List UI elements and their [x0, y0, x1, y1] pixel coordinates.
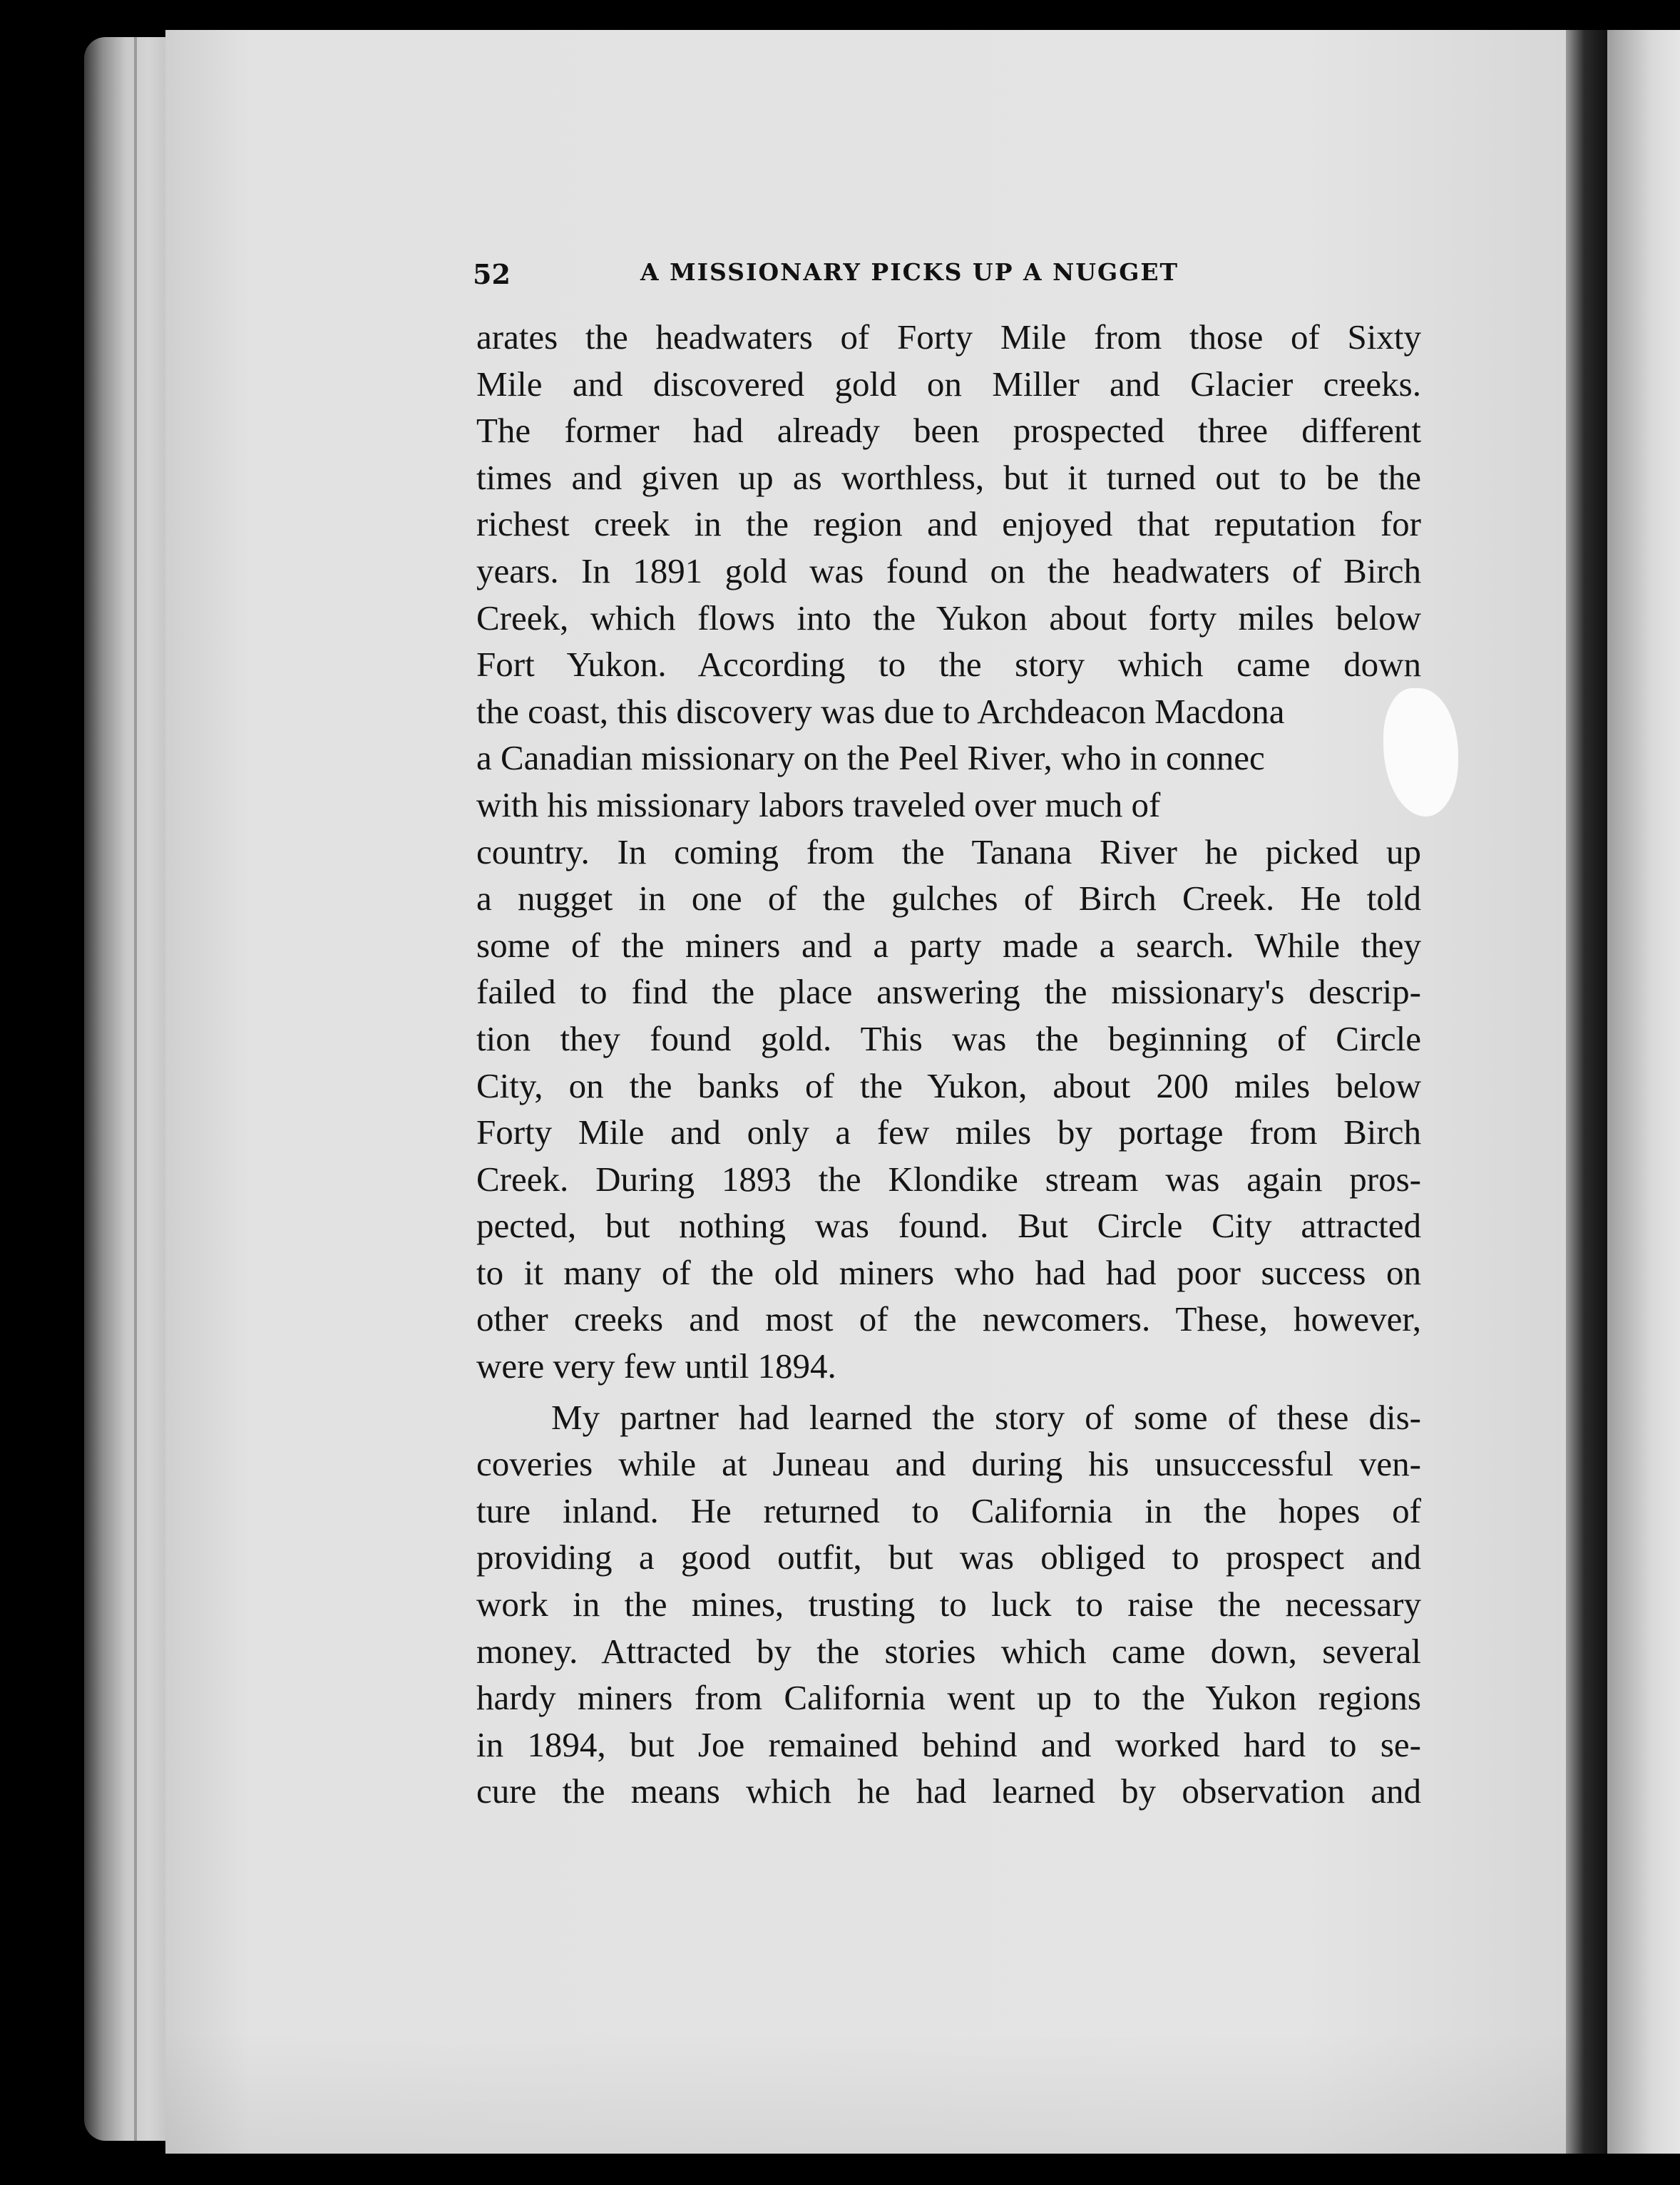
text-line: Creek. During 1893 the Klondike stream was again pros- — [476, 1159, 1421, 1199]
paragraph — [476, 1394, 1421, 1815]
text-line: money. Attracted by the stories which came down, several — [476, 1631, 1421, 1671]
text-line: tion they found gold. This was the beginning of Circle — [476, 1018, 1421, 1058]
text-line: pected, but nothing was found. But Circle City attracted — [476, 1206, 1421, 1246]
text-line: Creek, which flows into the Yukon about forty miles below — [476, 598, 1421, 638]
text-line: times and given up as worthless, but it turned out to be the — [476, 457, 1421, 497]
text-line: to it many of the old miners who had had poor success on — [476, 1252, 1421, 1292]
text-line: in 1894, but Joe remained behind and worked hard to se- — [476, 1724, 1421, 1764]
text-line: some of the miners and a party made a search. While they — [476, 925, 1421, 965]
page-bottom-shadow — [165, 2032, 1584, 2154]
text-line: Fort Yukon. According to the story which came down — [476, 645, 1421, 685]
text-line: hardy miners from California went up to the Yukon regions — [476, 1678, 1421, 1718]
text-line: with his missionary labors traveled over much of — [476, 784, 1161, 824]
text-line: work in the mines, trusting to luck to raise the necessary — [476, 1585, 1421, 1624]
running-head-title: A MISSIONARY PICKS UP A NUGGET — [640, 258, 1179, 286]
text-line: Forty Mile and only a few miles by portage from Birch — [476, 1112, 1421, 1152]
body-text — [476, 314, 1421, 1815]
text-line: were very few until 1894. — [476, 1346, 836, 1386]
text-line: coveries while at Juneau and during his unsuccessful ven- — [476, 1444, 1421, 1484]
text-line: cure the means which he had learned by observation and — [476, 1771, 1421, 1811]
page-number: 52 — [473, 258, 511, 290]
gutter-shadow — [1566, 30, 1607, 2154]
text-line: a Canadian missionary on the Peel River, who in connec — [476, 738, 1265, 778]
text-line: City, on the banks of the Yukon, about 200 miles below — [476, 1065, 1421, 1105]
text-line: richest creek in the region and enjoyed that reputation for — [476, 504, 1421, 544]
text-line: Mile and discovered gold on Miller and Glacier creeks. — [476, 364, 1421, 404]
text-line: country. In coming from the Tanana River he picked up — [476, 831, 1421, 871]
text-line: a nugget in one of the gulches of Birch Creek. He told — [476, 879, 1421, 918]
paragraph — [476, 314, 1421, 1390]
text-line: failed to find the place answering the missionary's descrip- — [476, 972, 1421, 1012]
text-line: The former had already been prospected three different — [476, 411, 1421, 451]
text-line: arates the headwaters of Forty Mile from those of Sixty — [476, 317, 1421, 357]
text-line: My partner had learned the story of some of these dis- — [551, 1397, 1421, 1437]
text-line: other creeks and most of the newcomers. These, however, — [476, 1299, 1421, 1339]
text-line: providing a good outfit, but was obliged to prospect and — [476, 1537, 1421, 1577]
book-spine-edge — [84, 37, 177, 2141]
facing-page-edge — [1607, 30, 1680, 2154]
text-line: the coast, this discovery was due to Archdeacon Macdona — [476, 691, 1285, 731]
text-line: years. In 1891 gold was found on the headwaters of Birch — [476, 551, 1421, 590]
text-line: ture inland. He returned to California in the hopes of — [476, 1490, 1421, 1530]
